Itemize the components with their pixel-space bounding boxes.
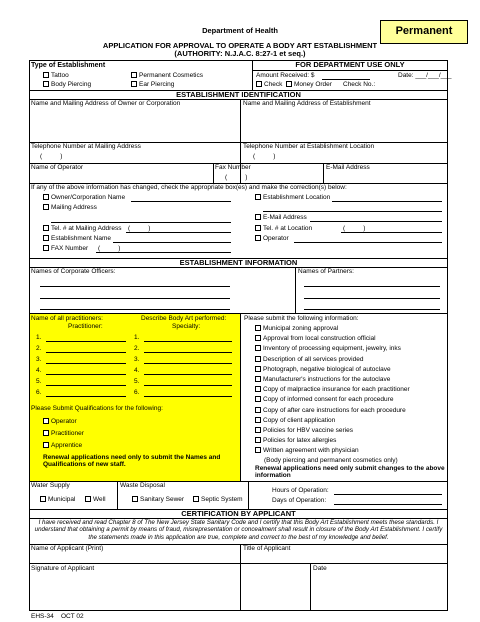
submit-item-checkbox[interactable]: [255, 407, 261, 413]
physician-note: (Body piercing and permanent cosmetics only): [264, 457, 398, 464]
practitioner-number: 4.: [36, 367, 42, 374]
submit-item-checkbox[interactable]: [255, 345, 261, 351]
qual-practitioner[interactable]: Practitioner: [43, 430, 84, 437]
department-use-title: FOR DEPARTMENT USE ONLY: [295, 60, 405, 69]
signature-date-label: Date: [313, 565, 327, 572]
waste-disposal-label: Waste Disposal: [120, 482, 165, 489]
submit-item[interactable]: [255, 427, 353, 434]
applicant-signature-label: Signature of Applicant: [31, 565, 95, 572]
practitioner-name-field[interactable]: [46, 385, 126, 386]
badge-label: Permanent: [395, 25, 453, 37]
submit-item-label: Written agreement with physician: [263, 447, 359, 455]
body-piercing-checkbox[interactable]: [43, 81, 49, 87]
submit-item-checkbox[interactable]: [255, 325, 261, 331]
specialty-number: 3.: [134, 356, 140, 363]
email-label: E-Mail Address: [326, 164, 370, 171]
fax-number-checkbox[interactable]: [43, 245, 49, 251]
specialty-field[interactable]: [144, 341, 232, 342]
submit-item-checkbox[interactable]: [255, 386, 261, 392]
submit-renewal-note: Renewal applications need only submit changes to the above information: [255, 465, 445, 480]
submit-item[interactable]: [255, 335, 376, 342]
qual-apprentice[interactable]: Apprentice: [43, 442, 82, 449]
change-mailing-address[interactable]: Mailing Address: [43, 204, 97, 211]
telephone-location-field[interactable]: ( ): [253, 153, 276, 160]
partners-label: Names of Partners:: [298, 268, 354, 275]
specialty-field[interactable]: [144, 363, 232, 364]
type-tattoo[interactable]: [43, 72, 69, 79]
certification-statement: I have received and read Chapter 8 of The New Jersey State Sanitary Code and I certify that this Body Art Establishment meets these standards. I understand that obtaining a permit by means of fraud, misrepresentation or concealment shall result in closure of the Body Art Establishment. I certify the statements made in this application are true, complete and correct to the best of my knowledge and belief.: [34, 519, 443, 541]
submit-item-label: Copy of informed consent for each procedure: [263, 396, 394, 404]
type-permanent-cosmetics[interactable]: [131, 72, 203, 79]
practitioner-name-field[interactable]: [46, 374, 126, 375]
form-code: EHS-34 OCT 02: [31, 613, 84, 620]
telephone-mailing-field[interactable]: ( ): [40, 153, 63, 160]
practitioner-name-field[interactable]: [46, 352, 126, 353]
submit-item-checkbox[interactable]: [255, 366, 261, 372]
change-establishment-location[interactable]: Establishment Location: [255, 194, 330, 201]
submit-item[interactable]: [255, 396, 393, 403]
fax-number-field[interactable]: ( ): [225, 174, 248, 181]
submit-info-title: Please submit the following information:: [244, 315, 359, 322]
change-tel-location[interactable]: Tel. # at Location: [255, 225, 312, 232]
owner-name-checkbox[interactable]: [43, 194, 49, 200]
operator-name-label: Name of Operator: [31, 164, 84, 171]
permanent-cosmetics-checkbox[interactable]: [131, 72, 137, 78]
practitioners-names-label: Name of all practitioners:: [31, 315, 103, 322]
submit-item-label: Photograph, negative biological of autoclave: [263, 365, 391, 373]
telephone-mailing-label: Telephone Number at Mailing Address: [31, 143, 141, 150]
practitioner-name-field[interactable]: [46, 396, 126, 397]
practitioner-col-label: Practitioner:: [68, 323, 103, 330]
dept-date: Date: ___/___/___: [398, 72, 452, 79]
specialty-col-label: Specialty:: [172, 323, 201, 330]
qual-operator[interactable]: Operator: [43, 418, 77, 425]
hours-of-operation-label: Hours of Operation:: [272, 487, 329, 494]
tel-mailing-checkbox[interactable]: [43, 225, 49, 231]
fax-number-label: Fax Number: [215, 164, 251, 171]
practitioners-renewal-note: Renewal applications need only to submit the Names and Qualifications of new staff.: [43, 454, 221, 469]
submit-item[interactable]: [255, 345, 401, 352]
submit-item[interactable]: [255, 325, 338, 332]
submit-item-checkbox[interactable]: [255, 417, 261, 423]
permanent-cosmetics-label: Permanent Cosmetics: [139, 72, 203, 79]
establishment-identification-title: ESTABLISHMENT IDENTIFICATION: [176, 90, 301, 99]
municipal-checkbox[interactable]: [40, 496, 46, 502]
practitioner-number: 3.: [36, 356, 42, 363]
submit-item[interactable]: [255, 407, 406, 414]
tattoo-checkbox[interactable]: [43, 72, 49, 78]
establishment-location-checkbox[interactable]: [255, 194, 261, 200]
change-fax-number[interactable]: FAX Number: [43, 245, 88, 252]
specialty-field[interactable]: [144, 352, 232, 353]
submit-item-checkbox[interactable]: [255, 447, 261, 453]
practitioner-number: 1.: [36, 334, 42, 341]
establishment-address-label: Name and Mailing Address of Establishment: [243, 100, 371, 107]
water-supply-label: Water Supply: [31, 482, 70, 489]
describe-body-art-label: Describe Body Art performed:: [141, 315, 227, 322]
specialty-field[interactable]: [144, 396, 232, 397]
submit-item-label: Policies for latex allergies: [263, 437, 337, 445]
change-establishment-name[interactable]: Establishment Name: [43, 235, 111, 242]
change-owner-name[interactable]: Owner/Corporation Name: [43, 194, 125, 201]
waste-septic-system[interactable]: Septic System: [193, 496, 243, 503]
days-of-operation-label: Days of Operation:: [272, 497, 327, 504]
submit-item[interactable]: [255, 386, 410, 393]
tel-mailing-new-field[interactable]: ( ): [128, 225, 151, 232]
tattoo-label: Tattoo: [51, 72, 69, 79]
submit-item[interactable]: [255, 356, 363, 363]
submit-item-label: Inventory of processing equipment, jewelry, inks: [263, 345, 401, 353]
waste-sanitary-sewer[interactable]: Sanitary Sewer: [132, 496, 184, 503]
specialty-number: 6.: [134, 389, 140, 396]
changes-instructions: If any of the above information has changed, check the appropriate box(es) and make the correction(s) below:: [31, 184, 347, 191]
fax-new-field[interactable]: ( ): [98, 245, 121, 252]
practitioner-number: 2.: [36, 345, 42, 352]
submit-item-label: Copy of after care instructions for each procedure: [263, 406, 406, 414]
water-municipal[interactable]: Municipal: [40, 496, 75, 503]
tel-location-new-field[interactable]: ( ): [343, 225, 366, 232]
type-body-piercing[interactable]: [43, 81, 91, 88]
type-of-establishment-label: Type of Establishment: [31, 62, 106, 69]
practitioner-number: 6.: [36, 389, 42, 396]
specialty-field[interactable]: [144, 385, 232, 386]
qualifications-title: Please Submit Qualifications for the following:: [31, 405, 163, 412]
submit-item-label: Policies for HBV vaccine series: [263, 427, 353, 434]
submit-item-label: Municipal zoning approval: [263, 325, 339, 332]
ear-piercing-label: Ear Piercing: [139, 81, 175, 88]
amount-received: Amount Received: $: [256, 72, 315, 79]
applicant-title-label: Title of Applicant: [243, 545, 291, 552]
submit-item-label: Description of all services provided: [263, 355, 364, 363]
change-operator[interactable]: Operator: [255, 235, 289, 242]
submit-item-label: Copy of malpractice insurance for each practitioner: [263, 386, 410, 394]
qual-operator-checkbox[interactable]: [43, 418, 49, 424]
septic-system-checkbox[interactable]: [193, 496, 199, 502]
telephone-location-label: Telephone Number at Establishment Location: [243, 143, 375, 150]
dept-check: Check: [256, 81, 282, 88]
submit-item-label: Copy of client application: [263, 416, 336, 424]
well-checkbox[interactable]: [85, 496, 91, 502]
submit-item-checkbox[interactable]: [255, 427, 261, 433]
submit-item[interactable]: [255, 376, 390, 383]
submit-item[interactable]: [255, 437, 336, 444]
sanitary-sewer-checkbox[interactable]: [132, 496, 138, 502]
establishment-name-checkbox[interactable]: [43, 235, 49, 241]
change-email[interactable]: E-Mail Address: [255, 214, 307, 221]
submit-item[interactable]: [255, 447, 359, 454]
submit-item-checkbox[interactable]: [255, 376, 261, 382]
submit-item-checkbox[interactable]: [255, 335, 261, 341]
department-name: Department of Health: [202, 26, 278, 35]
money-order-checkbox[interactable]: [286, 81, 292, 87]
qual-apprentice-checkbox[interactable]: [43, 442, 49, 448]
form-authority: (AUTHORITY: N.J.A.C. 8:27-1 et seq.): [174, 49, 306, 58]
specialty-number: 2.: [134, 345, 140, 352]
certification-title: CERTIFICATION BY APPLICANT: [181, 509, 296, 518]
practitioner-number: 5.: [36, 378, 42, 385]
operator-checkbox[interactable]: [255, 235, 261, 241]
practitioner-name-field[interactable]: [46, 363, 126, 364]
practitioner-name-field[interactable]: [46, 341, 126, 342]
ear-piercing-checkbox[interactable]: [131, 81, 137, 87]
check-checkbox[interactable]: [256, 81, 262, 87]
tel-location-checkbox[interactable]: [255, 225, 261, 231]
specialty-field[interactable]: [144, 374, 232, 375]
applicant-name-label: Name of Applicant (Print): [31, 545, 104, 552]
dept-money-order: Money Order: [286, 81, 332, 88]
body-piercing-label: Body Piercing: [51, 81, 92, 88]
establishment-information-title: ESTABLISHMENT INFORMATION: [179, 258, 298, 267]
submit-item[interactable]: [255, 417, 335, 424]
specialty-number: 5.: [134, 378, 140, 385]
dept-check-no: Check No.:: [343, 81, 376, 88]
submit-item-checkbox[interactable]: [255, 437, 261, 443]
type-ear-piercing[interactable]: [131, 81, 174, 88]
specialty-number: 4.: [134, 367, 140, 374]
submit-item[interactable]: [255, 366, 391, 373]
form-title: APPLICATION FOR APPROVAL TO OPERATE A BODY ART ESTABLISHMENT: [102, 41, 378, 50]
owner-address-label: Name and Mailing Address of Owner or Corporation: [31, 100, 181, 107]
submit-item-label: Manufacturer's instructions for the autoclave: [263, 376, 391, 383]
submit-item-checkbox[interactable]: [255, 356, 261, 362]
specialty-number: 1.: [134, 334, 140, 341]
corporate-officers-label: Names of Corporate Officers:: [31, 268, 116, 275]
mailing-address-checkbox[interactable]: [43, 204, 49, 210]
water-well[interactable]: Well: [85, 496, 106, 503]
email-checkbox[interactable]: [255, 214, 261, 220]
submit-item-checkbox[interactable]: [255, 396, 261, 402]
submit-item-label: Approval from local construction official: [263, 335, 376, 343]
change-tel-mailing[interactable]: Tel. # at Mailing Address: [43, 225, 121, 232]
qual-practitioner-checkbox[interactable]: [43, 430, 49, 436]
